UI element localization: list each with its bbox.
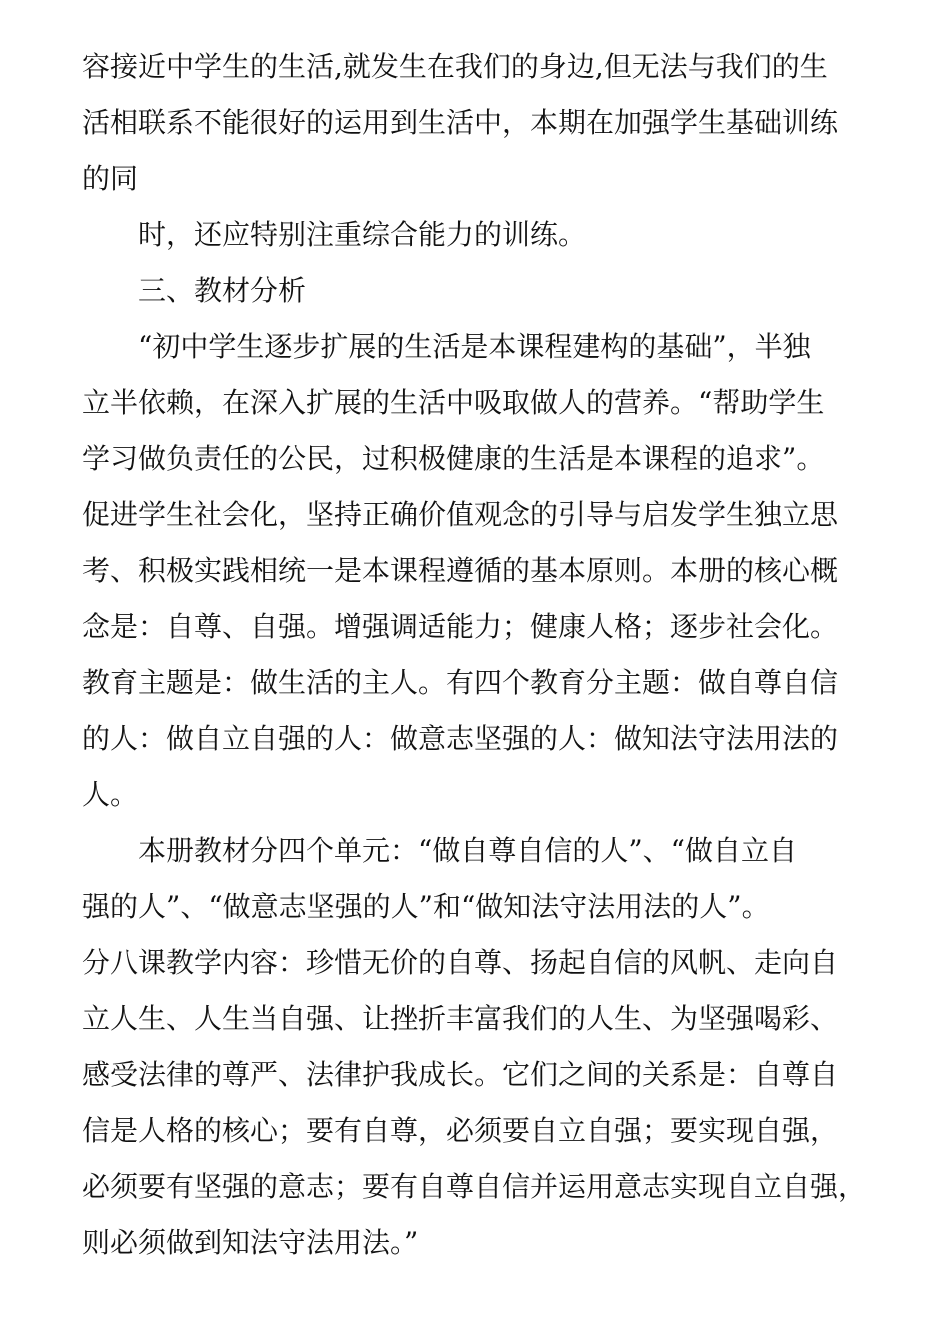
paragraph-line: 则必须做到知法守法用法。”	[82, 1226, 419, 1259]
paragraph-line: 的人：做自立自强的人：做意志坚强的人：做知法守法用法的	[82, 722, 839, 755]
paragraph-line: 的同	[82, 162, 139, 195]
paragraph-line: 信是人格的核心；要有自尊，必须要自立自强；要实现自强，	[82, 1114, 839, 1147]
paragraph-line: 感受法律的尊严、法律护我成长。它们之间的关系是：自尊自	[82, 1058, 839, 1091]
paragraph-line: 分八课教学内容：珍惜无价的自尊、扬起自信的风帆、走向自	[82, 946, 839, 979]
paragraph-line: 立半依赖，在深入扩展的生活中吸取做人的营养。“帮助学生	[82, 386, 825, 419]
paragraph-line: “初中学生逐步扩展的生活是本课程建构的基础”，半独	[138, 330, 811, 363]
paragraph-line: 时，还应特别注重综合能力的训练。	[138, 218, 587, 251]
paragraph-line: 念是：自尊、自强。增强调适能力；健康人格；逐步社会化。	[82, 610, 839, 643]
paragraph-line: 学习做负责任的公民，过积极健康的生活是本课程的追求”。	[82, 442, 825, 475]
paragraph-line: 本册教材分四个单元：“做自尊自信的人”、“做自立自	[138, 834, 797, 867]
paragraph-line: 立人生、人生当自强、让挫折丰富我们的人生、为坚强喝彩、	[82, 1002, 839, 1035]
paragraph-line: 教育主题是：做生活的主人。有四个教育分主题：做自尊自信	[82, 666, 839, 699]
paragraph-line: 强的人”、“做意志坚强的人”和“做知法守法用法的人”。	[82, 890, 770, 923]
paragraph-line: 活相联系不能很好的运用到生活中，本期在加强学生基础训练	[82, 106, 839, 139]
paragraph-line: 必须要有坚强的意志；要有自尊自信并运用意志实现自立自强，	[82, 1170, 867, 1203]
paragraph-line: 容接近中学生的生活,就发生在我们的身边,但无法与我们的生	[82, 50, 828, 83]
section-heading: 三、教材分析	[138, 274, 307, 307]
paragraph-line: 考、积极实践相统一是本课程遵循的基本原则。本册的核心概	[82, 554, 839, 587]
paragraph-line: 促进学生社会化，坚持正确价值观念的引导与启发学生独立思	[82, 498, 839, 531]
paragraph-line: 人。	[82, 778, 139, 811]
